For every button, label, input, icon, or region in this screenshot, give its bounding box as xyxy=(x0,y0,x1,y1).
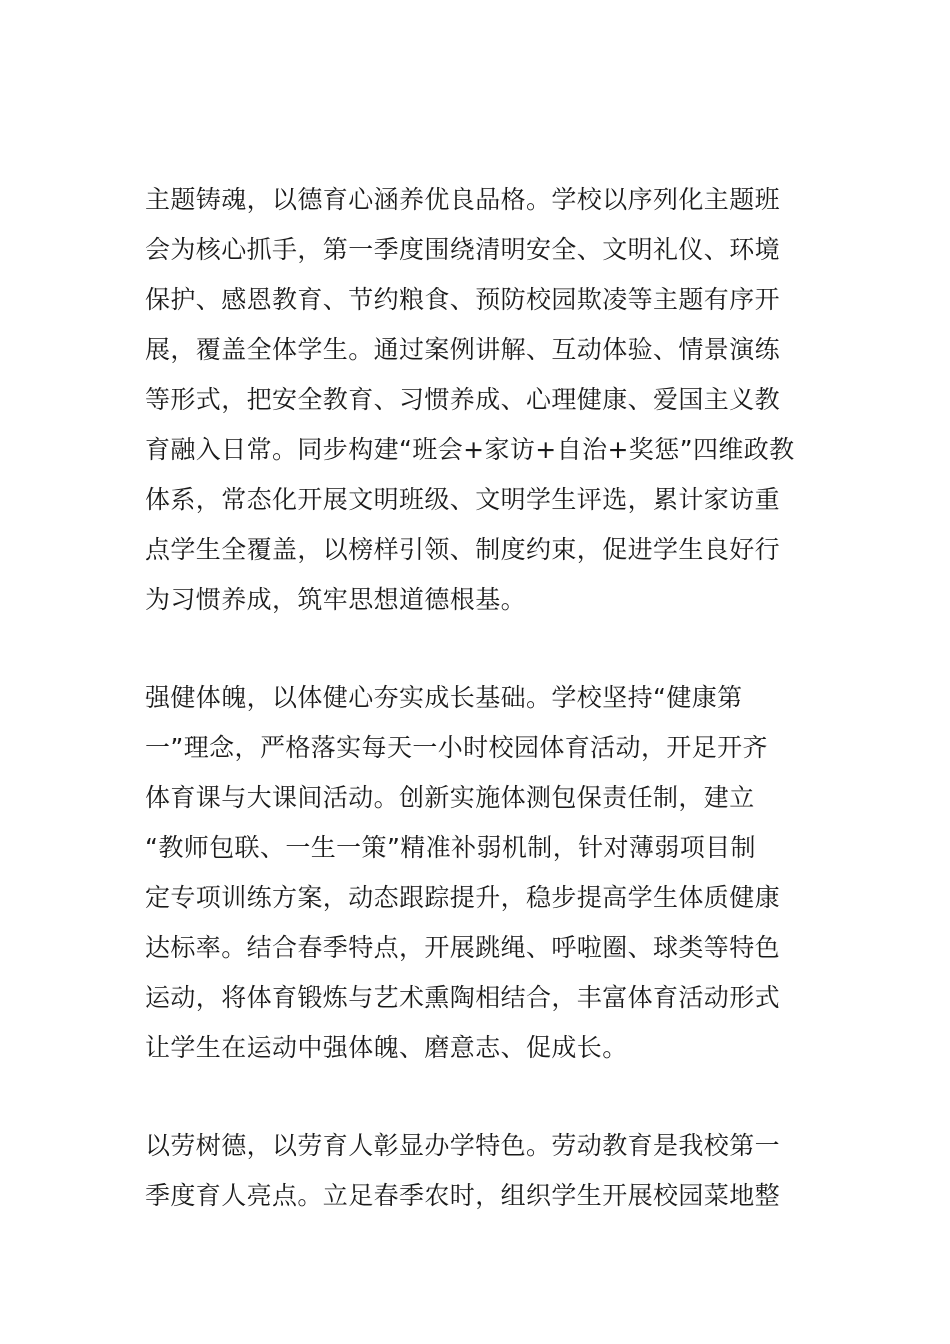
text-line: “教师包联、一生一策”精准补弱机制，针对薄弱项目制 xyxy=(145,833,756,862)
text-line: 让学生在运动中强体魄、磨意志、促成长。 xyxy=(145,1033,628,1062)
text-line: 运动，将体育锻炼与艺术熏陶相结合，丰富体育活动形式 xyxy=(145,983,781,1012)
text-line: 季度育人亮点。立足春季农时，组织学生开展校园菜地整 xyxy=(145,1181,781,1210)
text-line: 会为核心抓手，第一季度围绕清明安全、文明礼仪、环境 xyxy=(145,235,781,264)
text-line: 主题铸魂，以德育心涵养优良品格。学校以序列化主题班 xyxy=(145,185,781,214)
text-line: 以劳树德，以劳育人彰显办学特色。劳动教育是我校第一 xyxy=(145,1131,781,1160)
text-line: 体系，常态化开展文明班级、文明学生评选，累计家访重 xyxy=(145,485,781,514)
text-line: 强健体魄，以体健心夯实成长基础。学校坚持“健康第 xyxy=(145,683,743,712)
paragraph-labor-education xyxy=(145,1121,810,1221)
text-line: 保护、感恩教育、节约粮食、预防校园欺凌等主题有序开 xyxy=(145,285,781,314)
text-line: 点学生全覆盖，以榜样引领、制度约束，促进学生良好行 xyxy=(145,535,781,564)
text-line: 为习惯养成，筑牢思想道德根基。 xyxy=(145,585,527,614)
text-line: 定专项训练方案，动态跟踪提升，稳步提高学生体质健康 xyxy=(145,883,781,912)
paragraph-moral-education xyxy=(145,175,810,625)
text-line: 达标率。结合春季特点，开展跳绳、呼啦圈、球类等特色 xyxy=(145,933,781,962)
text-line: 展，覆盖全体学生。通过案例讲解、互动体验、情景演练 xyxy=(145,335,781,364)
text-line: 育融入日常。同步构建“班会+家访+自治+奖惩”四维政教 xyxy=(145,435,795,464)
text-line: 等形式，把安全教育、习惯养成、心理健康、爱国主义教 xyxy=(145,385,781,414)
text-line: 一”理念，严格落实每天一小时校园体育活动，开足开齐 xyxy=(145,733,768,762)
text-line: 体育课与大课间活动。创新实施体测包保责任制，建立 xyxy=(145,783,755,812)
paragraph-physical-education xyxy=(145,673,810,1073)
